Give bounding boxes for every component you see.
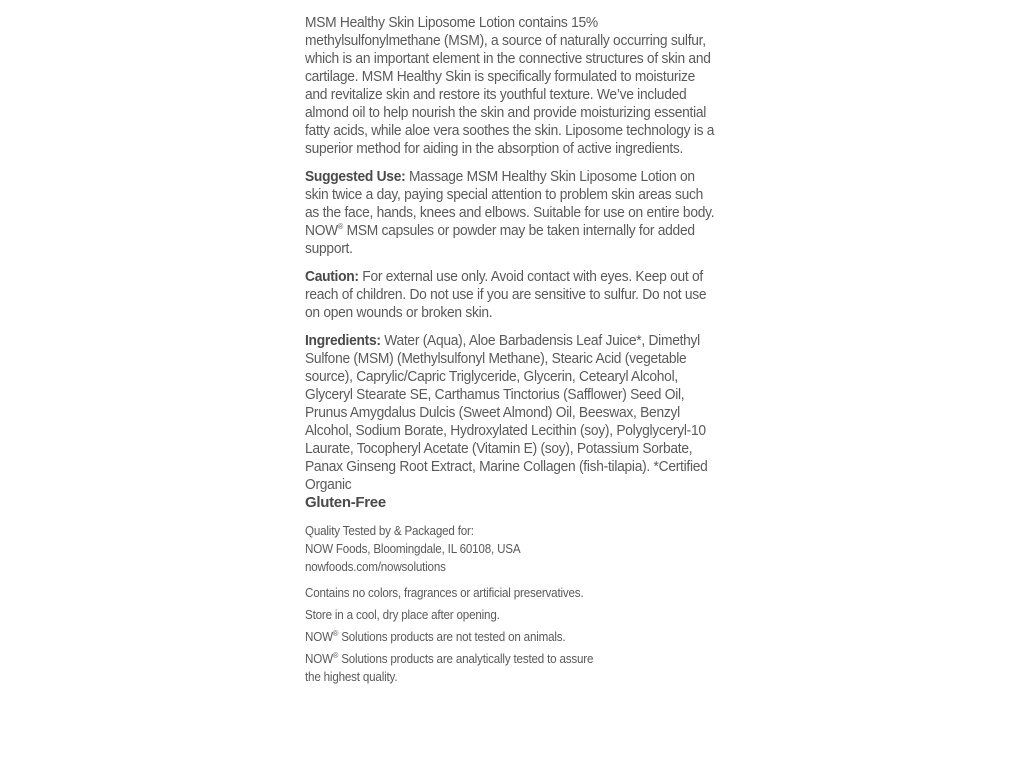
packaged-line-2: NOW Foods, Bloomingdale, IL 60108, USA [305, 542, 521, 556]
suggested-use-text-2: MSM capsules or powder may be taken internally for added support. [305, 222, 695, 257]
registered-mark: ® [337, 222, 344, 231]
note-animals-text: Solutions products are not tested on animals. [338, 630, 566, 644]
registered-mark: ® [332, 628, 339, 638]
intro-text: MSM Healthy Skin Liposome Lotion contains 15% methylsulfonylmethane (MSM), a source of naturally occurring sulfur, which is an important element in the connective structures of skin and cartilage. MSM Healthy Skin is specifically formulated to moisturize and revitalize skin and restore its youthful texture. We’ve included almond oil to help nourish the skin and provide moisturizing essential fatty acids, while aloe vera soothes the skin. Liposome technology is a superior method for aiding in the absorption of active ingredients. [305, 14, 715, 157]
gluten-free-label: Gluten-Free [305, 494, 386, 511]
ingredients-text: Water (Aqua), Aloe Barbadensis Leaf Juice*, Dimethyl Sulfone (MSM) (Methylsulfonyl Methane), Stearic Acid (vegetable source), Caprylic/Capric Triglyceride, Glycerin, Cetearyl Alcohol, Glyceryl Stearate SE, Carthamus Tinctorius (Safflower) Seed Oil, Prunus Amygdalus Dulcis (Sweet Almond) Oil, Beeswax, Benzyl Alcohol, Sodium Borate, Hydroxylated Lecithin (soy), Polyglyceryl-10 Laurate, Tocopheryl Acetate (Vitamin E) (soy), Potassium Sorbate, Panax Ginseng Root Extract, Marine Collagen (fish-tilapia). *Certified Organic [305, 332, 708, 493]
note-quality [305, 650, 714, 686]
caution-text: For external use only. Avoid contact with eyes. Keep out of reach of children. Do not use if you are sensitive to sulfur. Do not use on open wounds or broken skin. [305, 268, 707, 321]
packaged-line-1: Quality Tested by & Packaged for: [305, 524, 474, 538]
suggested-use-heading: Suggested Use: [305, 168, 406, 185]
brand-name: NOW [305, 630, 333, 644]
packaged-for-block [305, 522, 714, 576]
notes-block [305, 584, 725, 686]
note-animals [305, 628, 714, 646]
intro-paragraph [305, 14, 719, 158]
note-quality-text-1: Solutions products are analytically tested to assure [338, 652, 594, 666]
suggested-use-text-1: Massage MSM Healthy Skin Liposome Lotion on skin twice a day, paying special attention to problem skin areas such as the face, hands, knees and elbows. Suitable for use on entire body. NOW [305, 168, 715, 239]
ingredients-paragraph [305, 332, 719, 494]
registered-mark: ® [332, 650, 339, 660]
caution-paragraph [305, 268, 719, 322]
brand-name: NOW [305, 652, 333, 666]
caution-heading: Caution: [305, 268, 359, 285]
ingredients-heading: Ingredients: [305, 332, 381, 349]
note-quality-text-2: the highest quality. [305, 670, 398, 684]
note-storage: Store in a cool, dry place after opening. [305, 608, 500, 622]
packaged-line-3: nowfoods.com/nowsolutions [305, 560, 446, 574]
suggested-use-paragraph [305, 168, 719, 258]
product-label-text [305, 14, 725, 686]
note-no-colors: Contains no colors, fragrances or artificial preservatives. [305, 586, 584, 600]
